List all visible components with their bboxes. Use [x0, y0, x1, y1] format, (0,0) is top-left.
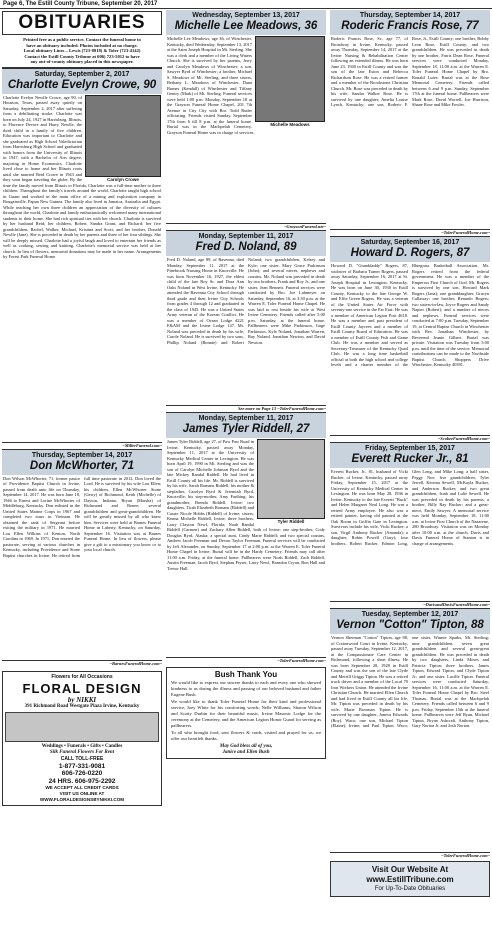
obituary-text: Charlotte Evelyn Newlle Crowe, age 90, of Houston, Texas, passed away quietly on Saturday, September 2, 2017 after suffering from a debilitating stroke. Charlotte was born on July 24, 1927 in Harrisburg, Illinois, to Florence Devore and Harry Newlle, the third child in a family of five children. Education was important to Charlotte and she graduated as High School Valedictorian from Harrisburg High School and graduated with honors from the University of Illinois in 1947, with a Bachelor of Arts degree, majoring in Home Economics. Charlotte lived close to home and her Illinois roots until she married Reid Crowe in 1943 and they soon began traveling the globe. By the time the family moved from Illinois to Florida, Charlotte was a full-time mother to three children. Throughout the family's travels around the world, Charlotte taught high school in Guam and worked in the main office of a mining and exploration company in Bougainville, Papua New Guinea. The family also lived in Jamaica, Australia and Egypt. While teaching her own three children an appreciation of the diversity of cultures throughout the world, Charlotte and family enthusiastically welcomed many international students to their home. She had rich spiritual ties with her church. Charlotte is survived by her husband Reid; her children, Robert, Sandra Grant, and Richard; her five grandchildren, Rachel, Walker, Michael, Kristina and Scott; and her brother, Donald Newlle (Jane). She is preceded in death by her parents and three of her four siblings. She will be deeply missed. Charlotte had a joyful laugh and loved to entertain her friends as well as cooking, sewing and knitting. Charlotte's memorial service was held at her church. In lieu of flowers, memorial donations may be made in her name. Arrangements by Forest Park Funeral Home. — [3, 94, 161, 260]
thank-you-notice: Bush Thank You We would like to express our sincere thanks to each and every one who showed kindness to us during the illness and passing of our beloved husband and father Eugene Bush. We would like to thank Toler Funeral Home for their kind and professional service, Joey White for his comforting words; Nelle Williams, Sharon Wilson and Scotty Durbin for their beautiful music, Irvine Masonic Lodge for the ceremony at the Cemetery, and the American Legion Honor Guard for serving as pallbearers. To all who brought food, sent flowers & cards, visited and prayed for us, we offer our heartfelt thanks. May God bless all of you, Janice and Ellen Bush — [166, 667, 326, 759]
obituary-courtesy: ~MillerFuneral.com~ — [122, 442, 162, 448]
column-left — [2, 10, 162, 806]
obituary-text: Michelle Lee Meadows, age 36, of Winchester, Kentucky, died Wednesday, September 13, 2017 at the Saint Joseph Hospital in Mt. Sterling. She was a clerk and a member of the Living Waters Church. She is survived by her parents, Jerry and Carolyn Meadows of Winchester; a son, Sawyer Byrd of Winchester; a brother, Michael S. Meadows of Mt. Sterling; and three sisters, Bethany L. Meadows of Winchester, Dana Barnes (Kendall) of Winchester and Tiffany Gentry (Mark) of Mt. Sterling. Funeral services were held 1:00 p.m. Monday, September 18 at the Grayson Funeral Home Chapel, 201 7th Avenue in City City with Bro. Todd Ruder officiating. Friends visited Sunday, September 17th from 6 till 8 p.m. at the funeral home. Burial was in the Machpelah Cemetery. Grayson Funeral Home was in charge of services. — [167, 36, 255, 135]
section-title: OBITUARIES — [2, 11, 162, 35]
obituary-date: Monday, September 11, 2017 — [198, 415, 294, 422]
obituary-name: James Tyler Riddell, 27 — [182, 423, 310, 435]
obituary-name: Howard D. Rogers, 87 — [350, 247, 470, 259]
obituary-noland — [166, 230, 326, 406]
obituary-rucker — [330, 442, 490, 602]
obituary-date: Tuesday, September 12, 2017 — [361, 611, 459, 618]
column-right — [330, 10, 490, 897]
obituary-date: Saturday, September 2, 2017 — [34, 70, 130, 78]
page-header: Page 6, The Estill County Tribune, September 20, 2017 — [0, 0, 492, 9]
obituary-name: Roderic Francis Rose, 77 — [341, 20, 479, 32]
flowers-image — [5, 712, 159, 742]
obituary-courtesy: ~BarnesFuneralHome.com~ — [109, 660, 162, 666]
obituary-text: Vernon Sherman "Cotton" Tipton, age 88, of Cottonwood Court in Irvine, Kentucky, passed away Tuesday, September 12, 2017, at the Compassionate Care Center in Richmond, following a short illness. He was born September 28, 1928 in Estill County and was the son of the late Clyde and Merrill Griggs Tipton. He was a retired truck driver and a member of the Local 70 Iron Workers Union. He attended the Irvine Christian Church. He married Ellen Church and had lived in Estill County all his life. Mr. Tipton was preceded in death by his wife, Marie Bowman Tipton. He is survived by one daughter, Janeva Edwards (Roy), Waco; one son, Michael Tipton (Elaine), Irvine; and Paul Tipton, Waco; one sister, Winnie Sparks, Mt. Sterling; nine grandchildren, seven great grandchildren and several great-great grandchildren. He was preceded in death by two daughters, Linda Moses and Patricia Tipton; three brothers, James Tipton, Edward Tipton, and Clyde Tipton Jr.; and one sister, Lucille Tipton. Funeral services were conducted Saturday, September 16, 11:00 a.m. at the Warren E. Toler Funeral Home Chapel by Bro. Steel Thomas. Burial was at the Machpelah Cemetery. Friends called between 6 and 9 p.m. Friday, September 15th at the funeral home. Pallbearers were Jeff Ryan, Michael Tipton, Bryan Ashcraft, Anthony Tipton, Gary Norton Jr. and Josh Norton. — [331, 635, 489, 728]
phone-number: 1-877-331-9081 — [58, 762, 106, 770]
obituary-courtesy: ~TolerFuneralHome.com~ — [277, 658, 326, 663]
photo-caption: Tyler Riddell — [277, 519, 305, 524]
obituary-text: Everett Rucker, Jr., 81, husband of Vicki Rucker, of Irvine, Kentucky, passed away Friday, September 15, 2017 at the University of Kentucky Medical Center in Lexington. He was born May 28, 1936 in Irvine, Kentucky to the late Everett "Buck" and Helen Margaret Neal Long. He was a retired Army employee. He also was a retired painter, having old painted at the Oak Room in Griffin Gate in Lexington. Survivors include his wife, Vicki Rucker; a son, Virgil Anthony Rucker (Amanda); a daughter, Robin Powell (Gary); four brothers, Robert Rucker, Edmon Long, Glen Long, and Mike Long; a half sister, Peggy Noe; five grandchildren, Tyler Jewell, Kerrina Sewell, McKayla Rucker, and Anderson Rucker; and two great grandchildren, Isiah and Lulie Sewell. He was preceded in death by his parents; a brother, Billy Ray Rucker; and a great-niece, Emily Sawyer. A memorial service was held Monday, September 18, 11:00 a.m. at Irvine First Church of the Nazarene, 280 Broadway. Visitation was on Monday after 10:00 a.m. at the church. Davis and Davis Funeral Home of Stanton is in charge of arrangements. — [331, 469, 489, 546]
obituary-date: Friday, September 15, 2017 — [365, 445, 455, 452]
portrait-photo — [255, 36, 325, 122]
obituary-text: James Tyler Riddell, age 27, of Paw Paw Road in Irvine, Kentucky, passed away Monday, September 11, 2017 at the University of Kentucky Medical Center in Lexington. He was born April 19, 1990 in Mt. Sterling and was the son of Carolyn Michelle Johnson Byrd and the late Mickey Randal Riddell. He had lived in Estill County all his life. Mr. Riddell is survived by his wife, Sarah Romans Riddell; his mother & stepfather, Carolyn Byrd & Jeremiah Byrd, Knoxville; his step-mother, Amy Farthing; his grandmother, Brenda Riddell, Irvine; two daughters, Tirah Elizabeth Romans (Riddell) and Cassie Nicole Hobbs (Riddell) of Irvine; sisters, Kenna Michelle Riddell, Irvine; three brothers, Larry Clayton Newl, Florida; Noah Randal Riddell (Carmen) and Zachary Allen Riddell, both of Irvine; one step-brother, Cody Douglas Byrd, Alaska; a special aunt, Cindy Marie Riddell; and two special cousins, Andrew Jacob Freeman and Devon Taylor Freeman. Funeral services will be conducted by Jeff Alexander, on Sunday, September 17 at 2:00 p.m. at the Warren E. Toler Funeral Home Chapel in Irvine. Burial will be in the Hardy Cemetery. Friends may call after 11:00 a.m. Friday, at the funeral home. Pallbearers were Noah Riddell, Zach Riddell, Austin Freeman, Jacob Byrd, Stephan Pryser, Larry Newl, Brandon Cryan, Ron Hall and Trevor Hall. — [167, 439, 325, 571]
portrait-photo — [85, 95, 161, 177]
obituary-text: Fred D. Noland, age 89, of Ravenna, died Monday, September 11, 2017 at the Pinebrook Nursing Home in Knoxville. He was born November 16, 1927, the eldest child of the late Roy Sr. and Dora Ann Oaks Noland in West Irvine, Kentucky. He attended the Ravenna City School through third grade and then Irvine City Schools from grades 4 through 12 and graduated in the class of 1945. He was a United States Army veteran of the Korean Conflict. He was a member of Ocean Lodge #221 F&AM and the Irvine Lodge 147. Mr. Noland was preceded in death by his wife, Carole Noland. He is survived by two sons, Phillip Noland (Bonnie) and Robert Noland; two grandchildren, Kelsey and Kyle; one sister, Mary Grace Parkinson (John); and several nieces, nephews and cousins. Mr. Noland was preceded in death by two brothers, Frank and Roy Jr., and one sister, Jean Bennett. Funeral services were conducted by Bro. Joe Lahmeyer on Saturday, September 16, at 3:30 p.m. at the Warren E. Toler Funeral Home Chapel. He was laid to rest beside his wife at West Irvine Cemetery. Friends called after 5:00 p.m. Saturday, at the funeral home. Pallbearers were Mike Parkinson, Gage Parkinson, Kyle Noland, Jonathan Warren, Ray Noland, Jonathan Newton, and David Newton. — [167, 257, 325, 345]
obituary-courtesy: ~GraysonFuneral.net~ — [284, 224, 326, 229]
obituary-name: Vernon "Cotton" Tipton, 88 — [336, 619, 484, 631]
obituary-text: Howard D. "Granddaddy" Rogers, 87, widower of Barbara Turner Rogers, passed away Saturday, September 16, 2017 at St. Joseph Hospital in Lexington, Kentucky. He was born on June 30, 1930 in Estill County, Kentucky to the late George W. and Effie Green Rogers. He was a veteran of the United States Air Force with seventy-one service in the Far East. He was a member of American Legion Post 4618. He was a member and past president of Estill County Jaycees and a member of Estill County Board of Education. He was a member of Estill County Fish and Game Club. He was a member and served as Secretary-Treasurer of the Kentucky Quail Club. He was a long time basketball official at both the high school and college levels and a charter member of the Bluegrass Basketball Association. Mr. Rogers retired from the federal government. He was a member of the Emperors First Church of God. Mr. Rogers is survived by one son, Howard Mark Rogers (Jana); one granddaughter, Gracyn Callaway; one brother, Renardo Rogers; two sisters-in-law, Joyce Rogers and Sandy Napier (Robert); and a number of nieces and nephews. Funeral services were conducted at 7:00 p.m. Tuesday, September 19, at Central Baptist Church in Winchester with Rev. Jonathan Winchester, by Reverend Jeanie Gilbert. Burial was private. Visitation was Tuesday from 5:00 p.m. until the time of the service. Memorial contributions can be made to the Northside Baptist Church. Shoppers Drive Winchester, Kentucky 40391. — [331, 263, 489, 367]
obituary-date: Thursday, September 14, 2017 — [359, 12, 461, 19]
florist-name: FLORAL DESIGN — [22, 680, 142, 696]
thank-you-title: Bush Thank You — [214, 670, 278, 679]
masthead — [2, 11, 162, 68]
obituary-name: Charlotte Evelyn Crowe, 90 — [7, 78, 157, 91]
obituary-date: Wednesday, September 13, 2017 — [192, 12, 300, 19]
florist-advertisement: Flowers for All Occasions FLORAL DESIGN by NIKKI 391 Richmond Road Westgate Plaza Irvine, Kentucky Weddings • Funerals • Gifts • Candles Silk Funeral Flowers For Rent CALL TOLL-FREE 1-877-331-9081 606-726-0220 24 HRS. 606-975-2292 WE ACCEPT ALL CREDIT CARDS VISIT US ONLINE AT WWW.FLORALDESIGNSBYNIKKI.COM — [2, 671, 162, 807]
obituary-text: Don Wilson McWhorter, 71, former pastor of Providence Baptist Church in Irvine, passed from death unto life on Thursday, September 14, 2017. He was born June 18, 1946 to Ernest and Lorine McWhorter of Middleburg, Kentucky. Don enlisted in the United States Marine Corps in 1967 and completed two tours in Vietnam. He obtained the rank of Sergeant before exiting the military in 1971. He married Lou Ellen Wilkins of Kenton, North Carolina in 1969. In 1971, Don entered the pastorate, serving at various churches in Kentucky, including Providence and Stone Baptist churches in Irvine. He retired from full time pastorate in 2012. Don loved the Lord. He is survived by his wife Lou Ellen; his children, Ellen McWhorter Stone (Gerry) of Richmond, Keith (Michelle) of Dayton, Indiana, Bryan (Marsha) of Richmond and Renee; several grandchildren and great-grandchildren. He will be greatly missed by all who knew him. Services were held at Barnes Funeral Home in Laberty, Kentucky, on Saturday, September 16. Visitation was at Barnes Funeral Home. In lieu of flowers, please give a gift to a missionary you know or to your local church. — [3, 475, 161, 558]
obituary-tipton — [330, 608, 490, 853]
column-middle — [166, 10, 326, 759]
obituary-date: Thursday, September 14, 2017 — [31, 451, 133, 459]
obituary-courtesy: ~TolerFuneralHome.com~ — [441, 230, 490, 235]
obituary-text: Roderic Francis Rose, Sr., age 77, of Broadway in Irvine, Kentucky, passed away Thursday, September 14, 2017 at the Irvine Nursing & Rehabilitation Center following an extended illness. He was born June 23, 1940 in Estill County and was the son of the late Eston and Rebecca Richardson Rose. He was a retired farmer and a member of the Brookstone Christian Church. Mr. Rose was preceded in death by his wife, Sandra Walker Rose. He is survived by one daughter, Amelia Louise Lynch, Kentucky; one son, Roderic F. Rose, Jr., Estill County; one brother, Bobby Leon Rose, Estill County; and two grandchildren. He was preceded in death by one brother, Farris Dean Rose. Funeral services were conducted Monday, September 18, 11:00 a.m. at the Warren E. Toler Funeral Home Chapel by Bro. Ronald Lutes. Burial was at the Rose Memorial Cemetery. Friends called between 6 and 9 p.m. Sunday, September 17th at the funeral home. Pallbearers were Mark Rose, David Worrell, Joe Harrison, Shane Rose and Mike Fowler. — [331, 36, 489, 107]
website-advertisement: Visit Our Website At www.EstillTribune.com For Up-To-Date Obituaries — [330, 861, 490, 897]
florist-website-link[interactable]: WWW.FLORALDESIGNSBYNIKKI.COM — [39, 797, 125, 803]
obituary-crowe — [2, 68, 162, 443]
phone-number: 606-726-0220 — [61, 770, 103, 778]
photo-caption: Michelle Meadows — [270, 122, 310, 127]
obituary-header — [2, 68, 162, 94]
obituary-name: Fred D. Noland, 89 — [195, 241, 297, 253]
obituary-courtesy: ~DavisandDavisFuneralHome.com~ — [423, 602, 490, 607]
obituary-date: Saturday, September 16, 2017 — [360, 239, 460, 246]
obituary-courtesy: See more on Page 13 ~TolerFuneralHome.com~ — [237, 406, 326, 411]
obituary-riddell — [166, 412, 326, 658]
obituary-name: Don McWhorter, 71 — [29, 459, 135, 472]
obituary-meadows — [166, 10, 326, 224]
portrait-photo — [257, 439, 325, 519]
website-link[interactable]: www.EstillTribune.com — [366, 875, 454, 884]
phone-number: 24 HRS. 606-975-2292 — [48, 777, 116, 785]
obituary-name: Michelle Lee Meadows, 36 — [174, 20, 318, 32]
obituary-rose — [330, 10, 490, 230]
masthead-info: Printed free as a public service. Contact the funeral home to have an obituary included. Photos included at no charge. Local obituary Lines – Lewis (723-8018) & Toler (723-4142) Contact the Estill County Tribune at 606) 723-5012 to have any out-of-county obituary placed in this newspaper. — [23, 37, 141, 65]
obituary-mcwhorter — [2, 449, 162, 661]
obituary-courtesy: ~TolerFuneralHome.com~ — [441, 853, 490, 858]
obituary-name: Everett Rucker Jr., 81 — [351, 453, 469, 465]
obituary-courtesy: ~ScobeeFuneralHome.com~ — [437, 436, 490, 441]
obituary-rogers — [330, 236, 490, 436]
obituary-date: Monday, September 11, 2017 — [198, 233, 294, 240]
photo-caption: Carolyn Crowe — [107, 176, 139, 182]
